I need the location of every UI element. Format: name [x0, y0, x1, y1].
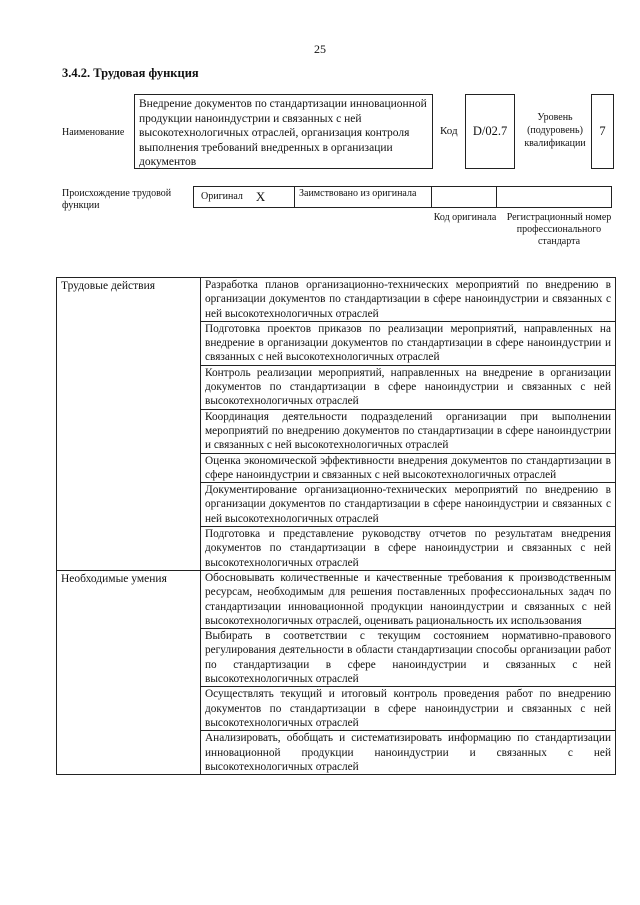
code-label: Код: [440, 125, 458, 137]
origin-label: Происхождение трудовой функции: [62, 188, 172, 211]
table-cell: Обосновывать количественные и качественные требования к производственным ресурсам, необходимым для решения поставленных профессиональных задач по стандартизации инновационной продукции наноиндустрии и связанных с ней высокотехнологичных отраслей, оценивать рациональность их использования: [201, 570, 616, 628]
section-heading: Трудовые действия: [57, 278, 201, 571]
level-box: 7: [591, 94, 614, 169]
table-row: [57, 278, 616, 322]
page-number: 25: [314, 42, 326, 56]
origin-row: [194, 186, 614, 208]
function-table: [56, 277, 616, 775]
level-label: Уровень (подуровень) квалификации: [524, 112, 586, 149]
table-cell: Осуществлять текущий и итоговый контроль проведения работ по внедрению документов по стандартизации в сфере наноиндустрии и связанных с ней высокотехнологичных отраслей: [201, 687, 616, 731]
table-cell: Оценка экономической эффективности внедрения документов по стандартизации в сфере наноиндустрии и связанных с ней высокотехнологичных отраслей: [201, 453, 616, 483]
borrowed-cell: Заимствовано из оригинала: [294, 186, 432, 208]
code-caption: Код оригинала: [433, 212, 497, 223]
reg-number-cell: [496, 186, 612, 208]
reg-caption: Регистрационный номер профессионального стандарта: [506, 212, 612, 247]
table-cell: Подготовка проектов приказов по реализации мероприятий, направленных на внедрение в организации документов по стандартизации в сфере наноиндустрии и связанных с ней высокотехнологичных отраслей: [201, 321, 616, 365]
table-cell: Подготовка и представление руководству отчетов по результатам внедрения документов по стандартизации в сфере наноиндустрии и связанных с ней высокотехнологичных отраслей: [201, 527, 616, 571]
table-row: [57, 570, 616, 628]
section-heading: Необходимые умения: [57, 570, 201, 774]
section-title: 3.4.2. Трудовая функция: [62, 66, 199, 80]
original-code-cell: [431, 186, 497, 208]
original-mark: X: [255, 189, 266, 204]
table-cell: Контроль реализации мероприятий, направленных на внедрение в организации документов по стандартизации в сфере наноиндустрии и связанных с ней высокотехнологичных отраслей: [201, 365, 616, 409]
name-label: Наименование: [62, 127, 125, 138]
table-cell: Документирование организационно-технических мероприятий по внедрению в организации документов по стандартизации в сфере наноиндустрии и связанных с ней высокотехнологичных отраслей: [201, 483, 616, 527]
table-cell: Координация деятельности подразделений организации при выполнении мероприятий по внедрению документов по стандартизации в сфере наноиндустрии и связанных с ней высокотехнологичных отраслей: [201, 409, 616, 453]
original-cell: [193, 186, 295, 208]
function-name-box: Внедрение документов по стандартизации инновационной продукции наноиндустрии и связанных с ней высокотехнологичных отраслей, организация контроля выполнения требований внедренных в организации документов: [134, 94, 433, 169]
table-cell: Разработка планов организационно-технических мероприятий по внедрению в организации документов по стандартизации в сфере наноиндустрии и связанных с ней высокотехнологичных отраслей: [201, 278, 616, 322]
table-cell: Выбирать в соответствии с текущим состоянием нормативно-правового регулирования деятельности в области стандартизации способы организации работ по стандартизации в сфере наноиндустрии и связанных с ней высокотехнологичных отраслей: [201, 629, 616, 687]
table-cell: Анализировать, обобщать и систематизировать информацию по стандартизации инновационной продукции наноиндустрии и связанных с ней высокотехнологичных отраслей: [201, 731, 616, 775]
code-box: D/02.7: [465, 94, 515, 169]
original-label: Оригинал: [201, 191, 243, 202]
